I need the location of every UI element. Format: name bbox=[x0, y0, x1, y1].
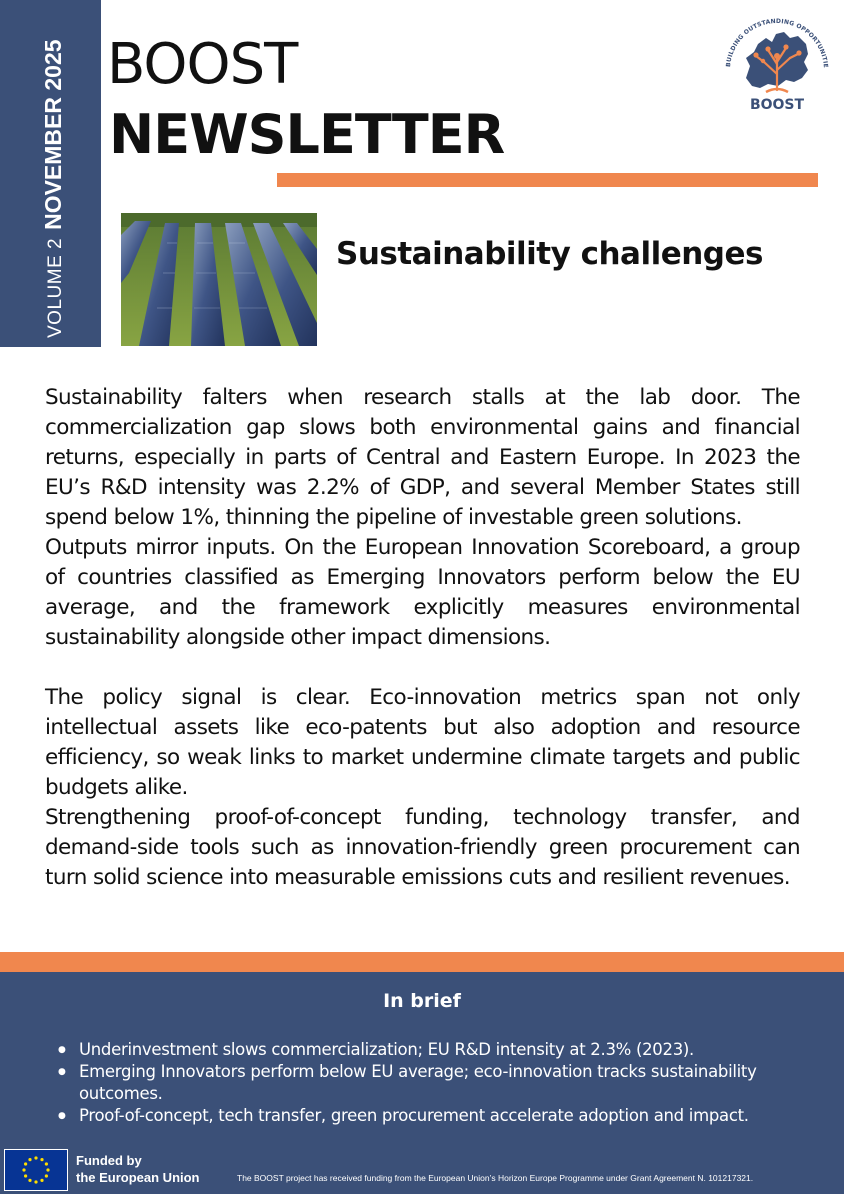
article-body bbox=[45, 383, 800, 893]
eu-star bbox=[28, 1158, 31, 1161]
eu-star bbox=[46, 1168, 49, 1171]
section-heading: Sustainability challenges bbox=[336, 236, 763, 272]
eu-star bbox=[40, 1179, 43, 1182]
issue-label bbox=[0, 0, 101, 347]
eu-star bbox=[24, 1174, 27, 1177]
solar-panels-field-photo bbox=[121, 213, 317, 346]
brief-item: ● Proof-of-concept, tech transfer, green procurement accelerate adoption and impact. bbox=[58, 1105, 798, 1127]
masthead-rule bbox=[277, 173, 818, 187]
in-brief-box bbox=[0, 972, 844, 1145]
eu-star bbox=[45, 1162, 48, 1165]
footer bbox=[0, 1145, 844, 1194]
boost-logo bbox=[716, 8, 838, 124]
masthead-title-line1: BOOST bbox=[107, 32, 298, 97]
funded-line2: the European Union bbox=[76, 1170, 200, 1185]
brief-item: ● Underinvestment slows commercialization; EU R&D intensity at 2.3% (2023). bbox=[58, 1039, 798, 1061]
eu-star bbox=[34, 1156, 37, 1159]
brief-item: ● Emerging Innovators perform below EU average; eco-innovation tracks sustainability outcomes. bbox=[58, 1061, 798, 1105]
in-brief-title: In brief bbox=[383, 990, 461, 1012]
eu-star bbox=[22, 1168, 25, 1171]
paragraph-3: The policy signal is clear. Eco-innovation metrics span not only intellectual assets like eco-patents but also adoption and resource efficiency, so weak links to market undermine climate targets and public budgets alike. bbox=[45, 685, 800, 800]
paragraph-2: Outputs mirror inputs. On the European Innovation Scoreboard, a group of countries classified as Emerging Innovators perform below the EU average, and the framework explicitly measures environmental sustainability alongside other impact dimensions. bbox=[45, 535, 800, 650]
logo-wordmark: BOOST bbox=[749, 97, 805, 113]
masthead-title-line2: NEWSLETTER bbox=[109, 103, 505, 166]
paragraph-1: Sustainability falters when research stalls at the lab door. The commercialization gap slows both environmental gains and financial returns, especially in parts of Central and Eastern Europe. In 2023 the EU’s R&D intensity was 2.2% of GDP, and several Member States still spend below 1%, thinning the pipeline of investable green solutions. bbox=[45, 385, 800, 530]
solar-panels-photo bbox=[121, 213, 317, 346]
eu-star bbox=[34, 1180, 37, 1183]
funded-by-label bbox=[76, 1152, 200, 1186]
funded-line1: Funded by bbox=[76, 1153, 142, 1168]
in-brief-list bbox=[58, 1039, 798, 1127]
issue-date: NOVEMBER 2025 bbox=[40, 39, 66, 230]
paragraph-4: Strengthening proof-of-concept funding, technology transfer, and demand-side tools such as innovation-friendly green procurement can turn solid science into measurable emissions cuts and resilient revenues. bbox=[45, 805, 800, 890]
brief-orange-band bbox=[0, 952, 844, 972]
europe-tree-network-icon bbox=[716, 8, 838, 124]
eu-star bbox=[28, 1179, 31, 1182]
eu-flag-icon bbox=[4, 1149, 68, 1191]
issue-label-rotated bbox=[40, 39, 67, 338]
logo-arc-text: BUILDING OUTSTANDING OPPORTUNITIE bbox=[725, 17, 829, 69]
paragraph-spacer bbox=[45, 653, 800, 683]
eu-star bbox=[45, 1174, 48, 1177]
eu-star bbox=[40, 1158, 43, 1161]
funding-disclaimer: The BOOST project has received funding from the European Union’s Horizon Europe Programme under Grant Agreement N. 101217321. bbox=[237, 1173, 754, 1183]
eu-star bbox=[24, 1162, 27, 1165]
volume-label: VOLUME 2 bbox=[45, 237, 66, 338]
